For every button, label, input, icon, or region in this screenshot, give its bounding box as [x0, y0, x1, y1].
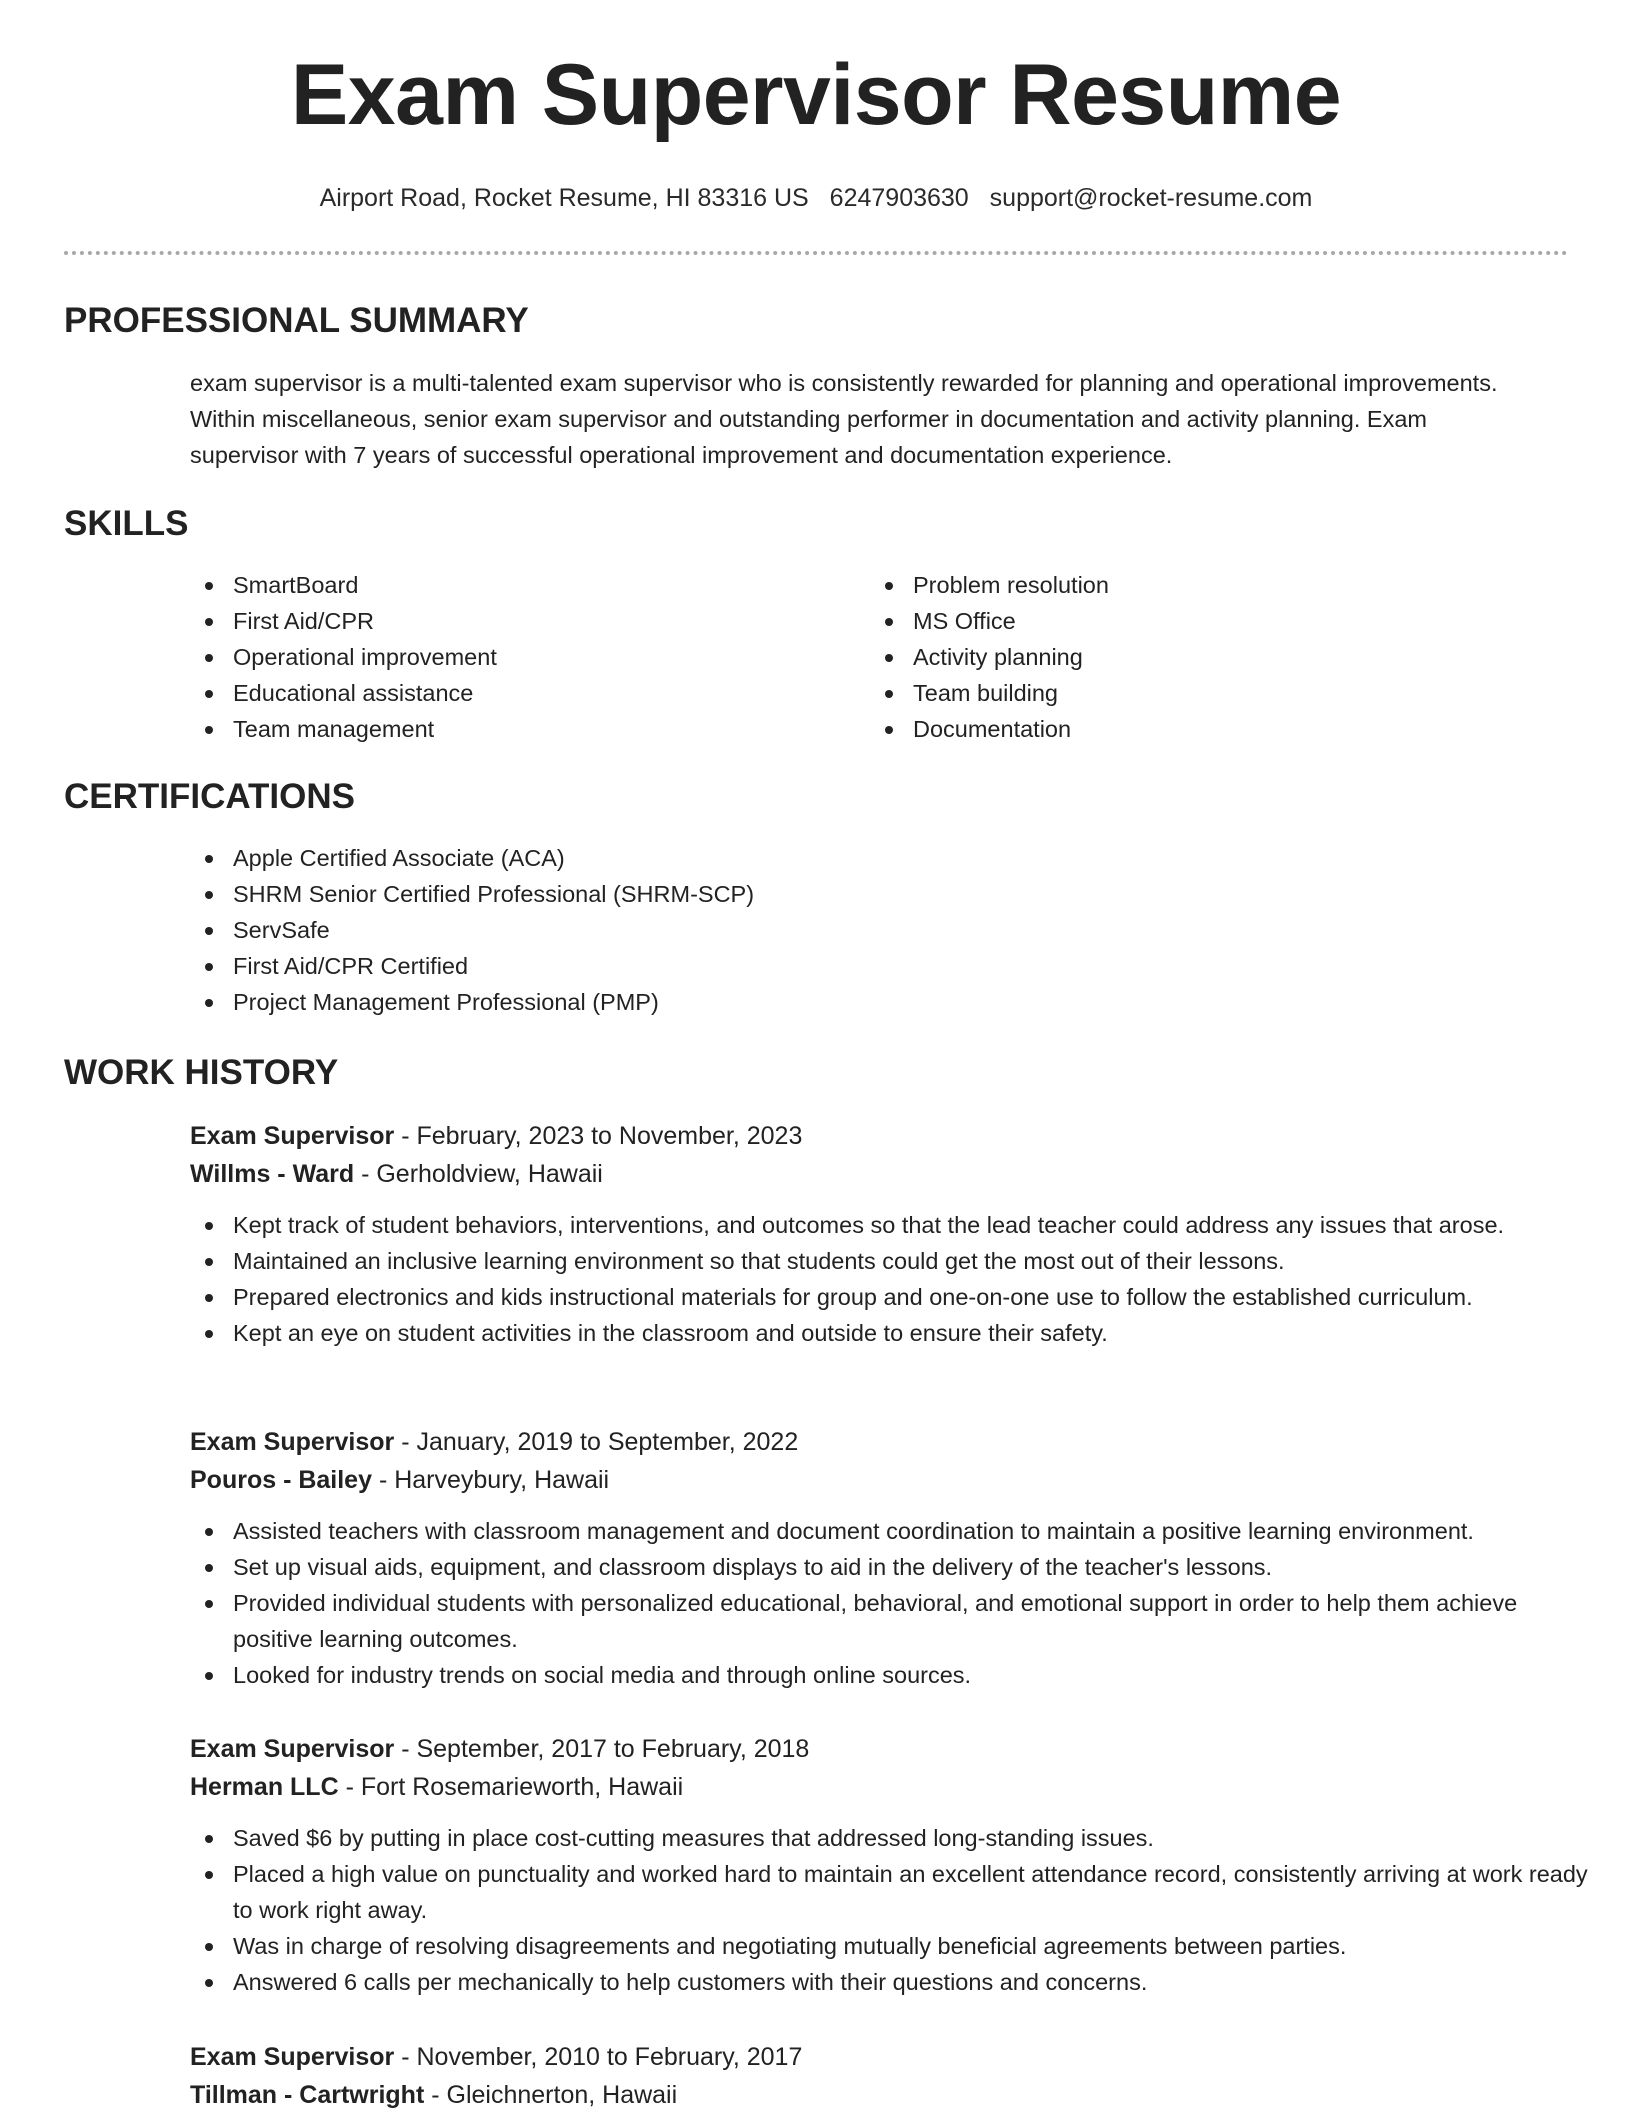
- certification-item: SHRM Senior Certified Professional (SHRM-SCP): [190, 876, 1190, 912]
- skill-item: MS Office: [870, 603, 1470, 639]
- contact-email: support@rocket-resume.com: [989, 184, 1313, 212]
- contact-phone: 6247903630: [829, 184, 969, 212]
- job-dates: - January, 2019 to September, 2022: [394, 1428, 799, 1456]
- job-dates: - September, 2017 to February, 2018: [394, 1735, 810, 1763]
- job-company: Pouros - Bailey: [190, 1466, 372, 1494]
- job-company-line: [190, 1155, 1590, 1193]
- job-role: Exam Supervisor: [190, 1122, 395, 1150]
- job-bullets: [190, 1513, 1590, 1693]
- job-title-line: [190, 1730, 1590, 1768]
- contact-line: [0, 183, 1632, 213]
- job-role: Exam Supervisor: [190, 1428, 395, 1456]
- header-divider: [64, 251, 1568, 255]
- certification-item: Project Management Professional (PMP): [190, 984, 1190, 1020]
- summary-text: exam supervisor is a multi-talented exam supervisor who is consistently rewarded for planning and operational improvements. Within miscellaneous, senior exam supervisor and outstanding performer in documentation and activity planning. Exam supervisor with 7 years of successful operational improvement and documentation experience.: [190, 370, 1498, 468]
- job-dates: - February, 2023 to November, 2023: [394, 1122, 803, 1150]
- job-location: - Gleichnerton, Hawaii: [424, 2081, 678, 2109]
- job-company-line: [190, 1461, 1590, 1499]
- job-bullet: Assisted teachers with classroom management and document coordination to maintain a positive learning environment.: [190, 1513, 1593, 1549]
- job-bullet: Maintained an inclusive learning environment so that students could get the most out of their lessons.: [190, 1243, 1593, 1279]
- skill-item: Activity planning: [870, 639, 1470, 675]
- work-history-heading: WORK HISTORY: [64, 1053, 339, 1092]
- skill-item: Documentation: [870, 711, 1470, 747]
- skill-item: Problem resolution: [870, 567, 1470, 603]
- job-bullet: Prepared electronics and kids instructional materials for group and one-on-one use to follow the established curriculum.: [190, 1279, 1593, 1315]
- skill-item: Educational assistance: [190, 675, 790, 711]
- job-location: - Harveybury, Hawaii: [372, 1466, 610, 1494]
- skill-item: SmartBoard: [190, 567, 790, 603]
- skill-item: Team building: [870, 675, 1470, 711]
- job-company-line: [190, 1768, 1590, 1806]
- job-company-line: [190, 2076, 1590, 2114]
- certifications-list: [190, 840, 1190, 1020]
- summary-heading: PROFESSIONAL SUMMARY: [64, 301, 529, 340]
- job-bullet: Kept an eye on student activities in the classroom and outside to ensure their safety.: [190, 1315, 1593, 1351]
- job-bullet: Placed a high value on punctuality and worked hard to maintain an excellent attendance record, consistently arriving at work ready to work right away.: [190, 1856, 1593, 1928]
- skill-item: First Aid/CPR: [190, 603, 790, 639]
- job-company: Herman LLC: [190, 1773, 339, 1801]
- certification-item: Apple Certified Associate (ACA): [190, 840, 1190, 876]
- certification-item: ServSafe: [190, 912, 1190, 948]
- job-location: - Fort Rosemarieworth, Hawaii: [338, 1773, 684, 1801]
- job-bullet: Looked for industry trends on social media and through online sources.: [190, 1657, 1593, 1693]
- contact-address: Airport Road, Rocket Resume, HI 83316 US: [319, 184, 809, 212]
- job-role: Exam Supervisor: [190, 2043, 395, 2071]
- job-bullets: [190, 1207, 1590, 1351]
- job-dates: - November, 2010 to February, 2017: [394, 2043, 803, 2071]
- job-company: Tillman - Cartwright: [190, 2081, 425, 2109]
- job-location: - Gerholdview, Hawaii: [354, 1160, 603, 1188]
- skills-list-left: [190, 567, 790, 747]
- job-bullet: Saved $6 by putting in place cost-cutting measures that addressed long-standing issues.: [190, 1820, 1593, 1856]
- job-bullet: Provided individual students with personalized educational, behavioral, and emotional support in order to help them achieve positive learning outcomes.: [190, 1585, 1593, 1657]
- job-bullet: Kept track of student behaviors, interventions, and outcomes so that the lead teacher could address any issues that arose.: [190, 1207, 1593, 1243]
- skill-item: Operational improvement: [190, 639, 790, 675]
- job-title-line: [190, 1423, 1590, 1461]
- job-bullet: Set up visual aids, equipment, and classroom displays to aid in the delivery of the teacher's lessons.: [190, 1549, 1593, 1585]
- job-bullet: Was in charge of resolving disagreements and negotiating mutually beneficial agreements between parties.: [190, 1928, 1593, 1964]
- job-entry: [190, 1730, 1590, 2000]
- job-entry: [190, 1423, 1590, 1693]
- job-entry: [190, 2038, 1590, 2114]
- job-entry: [190, 1117, 1590, 1351]
- certification-item: First Aid/CPR Certified: [190, 948, 1190, 984]
- job-title-line: [190, 1117, 1590, 1155]
- skill-item: Team management: [190, 711, 790, 747]
- job-bullets: [190, 1820, 1590, 2000]
- job-title-line: [190, 2038, 1590, 2076]
- resume-title: Exam Supervisor Resume: [290, 47, 1342, 143]
- job-company: Willms - Ward: [190, 1160, 355, 1188]
- certifications-heading: CERTIFICATIONS: [64, 777, 356, 816]
- job-bullet: Answered 6 calls per mechanically to help customers with their questions and concerns.: [190, 1964, 1593, 2000]
- skills-heading: SKILLS: [64, 504, 189, 543]
- job-role: Exam Supervisor: [190, 1735, 395, 1763]
- skills-list-right: [870, 567, 1470, 747]
